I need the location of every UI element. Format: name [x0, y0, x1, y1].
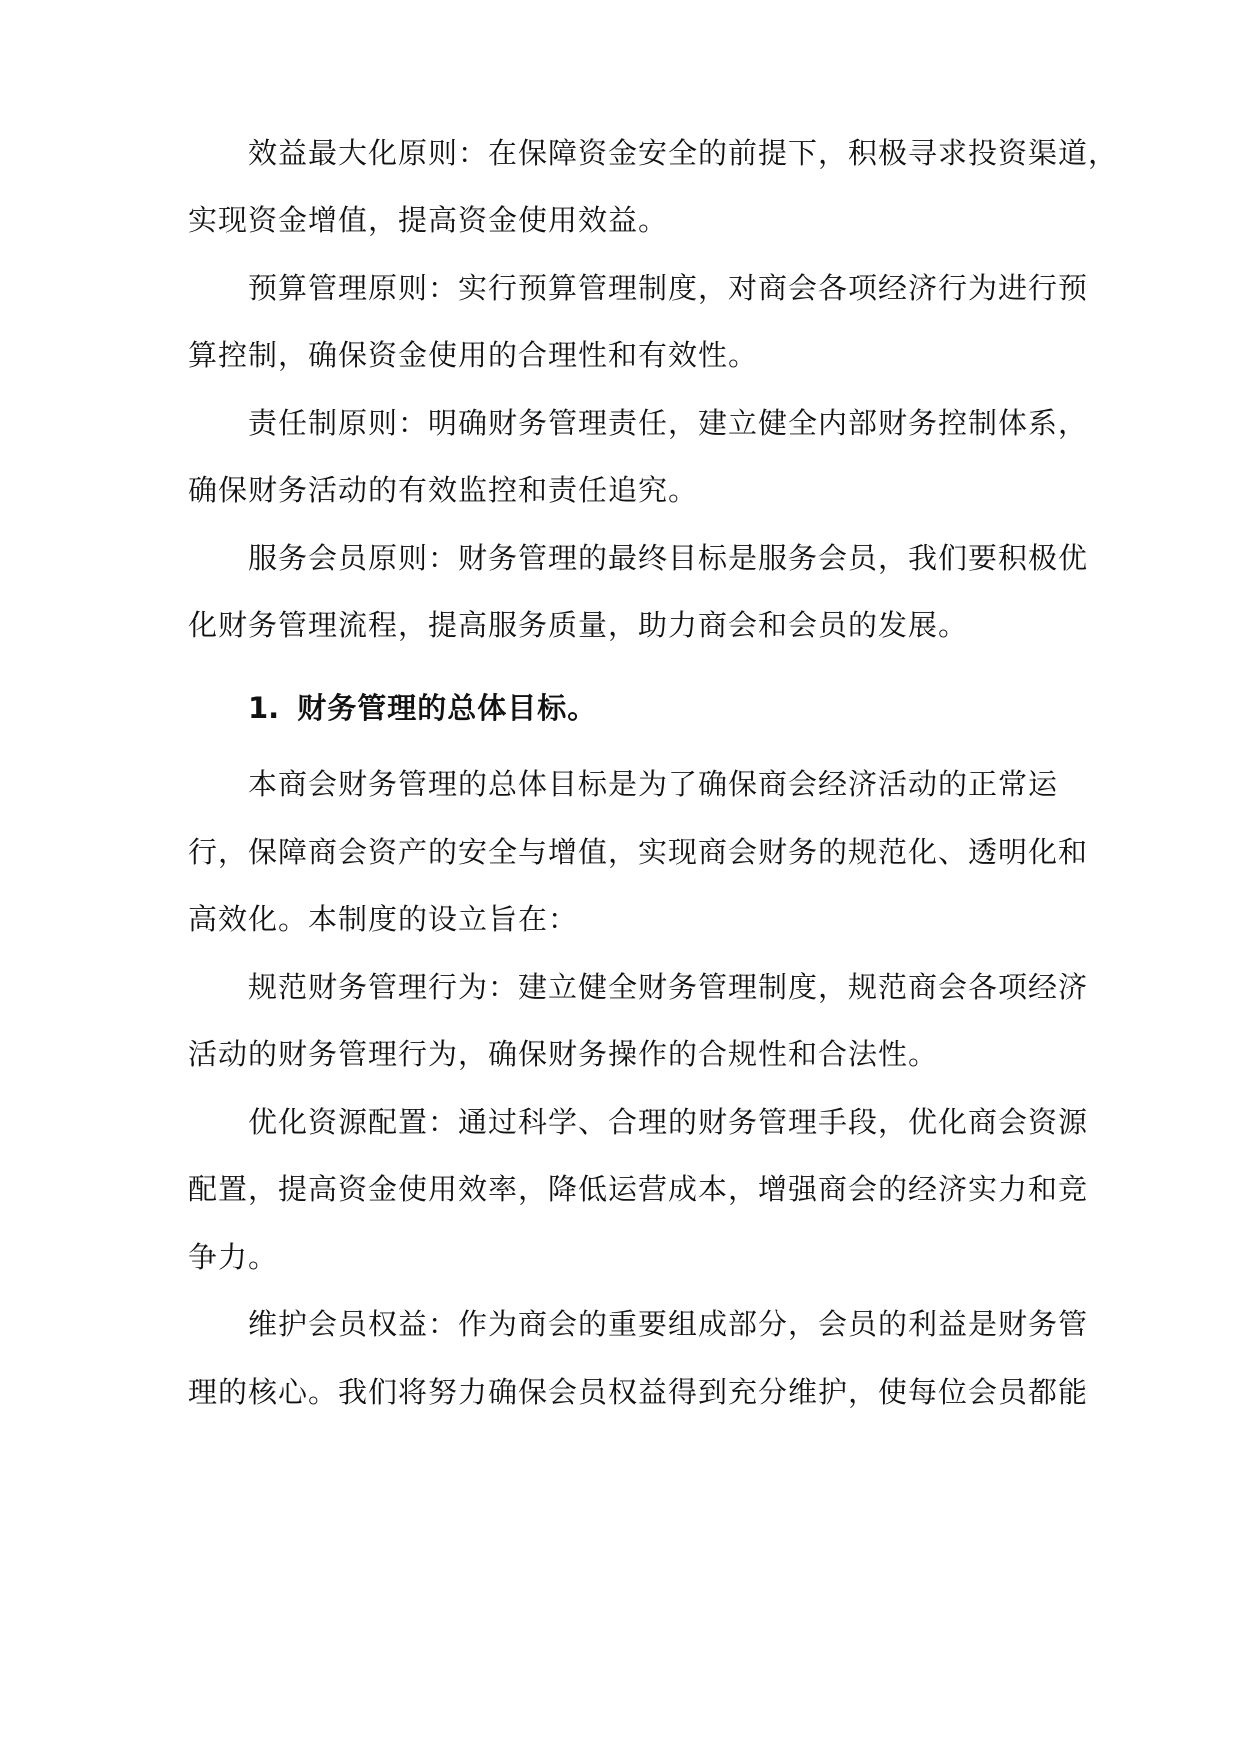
- paragraph-budget-line-1: 预算管理原则：实行预算管理制度，对商会各项经济行为进行预: [248, 271, 1089, 305]
- paragraph-budget-line-2: 算控制，确保资金使用的合理性和有效性。: [188, 338, 759, 372]
- paragraph-responsibility-line-1: 责任制原则：明确财务管理责任，建立健全内部财务控制体系，: [248, 406, 1089, 440]
- paragraph-resources-line-2: 配置，提高资金使用效率，降低运营成本，增强商会的经济实力和竞: [188, 1172, 1089, 1206]
- paragraph-goal-line-1: 本商会财务管理的总体目标是为了确保商会经济活动的正常运: [248, 767, 1059, 801]
- paragraph-members-line-2: 理的核心。我们将努力确保会员权益得到充分维护，使每位会员都能: [188, 1375, 1089, 1409]
- section-number: 1.: [248, 691, 280, 725]
- paragraph-service-line-1: 服务会员原则：财务管理的最终目标是服务会员，我们要积极优: [248, 541, 1089, 575]
- paragraph-standardize-line-2: 活动的财务管理行为，确保财务操作的合规性和合法性。: [188, 1037, 939, 1071]
- paragraph-resources-line-3: 争力。: [188, 1240, 279, 1274]
- paragraph-benefit-line-2: 实现资金增值，提高资金使用效益。: [188, 203, 669, 237]
- paragraph-members-line-1: 维护会员权益：作为商会的重要组成部分，会员的利益是财务管: [248, 1307, 1089, 1341]
- section-title: 财务管理的总体目标。: [297, 691, 598, 725]
- paragraph-service-line-2: 化财务管理流程，提高服务质量，助力商会和会员的发展。: [188, 608, 969, 642]
- paragraph-goal-line-2: 行，保障商会资产的安全与增值，实现商会财务的规范化、透明化和: [188, 835, 1089, 869]
- section-heading: [248, 688, 597, 728]
- paragraph-benefit-line-1: 效益最大化原则：在保障资金安全的前提下，积极寻求投资渠道，: [248, 136, 1119, 170]
- paragraph-standardize-line-1: 规范财务管理行为：建立健全财务管理制度，规范商会各项经济: [248, 970, 1089, 1004]
- paragraph-resources-line-1: 优化资源配置：通过科学、合理的财务管理手段，优化商会资源: [248, 1105, 1089, 1139]
- paragraph-goal-line-3: 高效化。本制度的设立旨在：: [188, 902, 579, 936]
- paragraph-responsibility-line-2: 确保财务活动的有效监控和责任追究。: [188, 473, 699, 507]
